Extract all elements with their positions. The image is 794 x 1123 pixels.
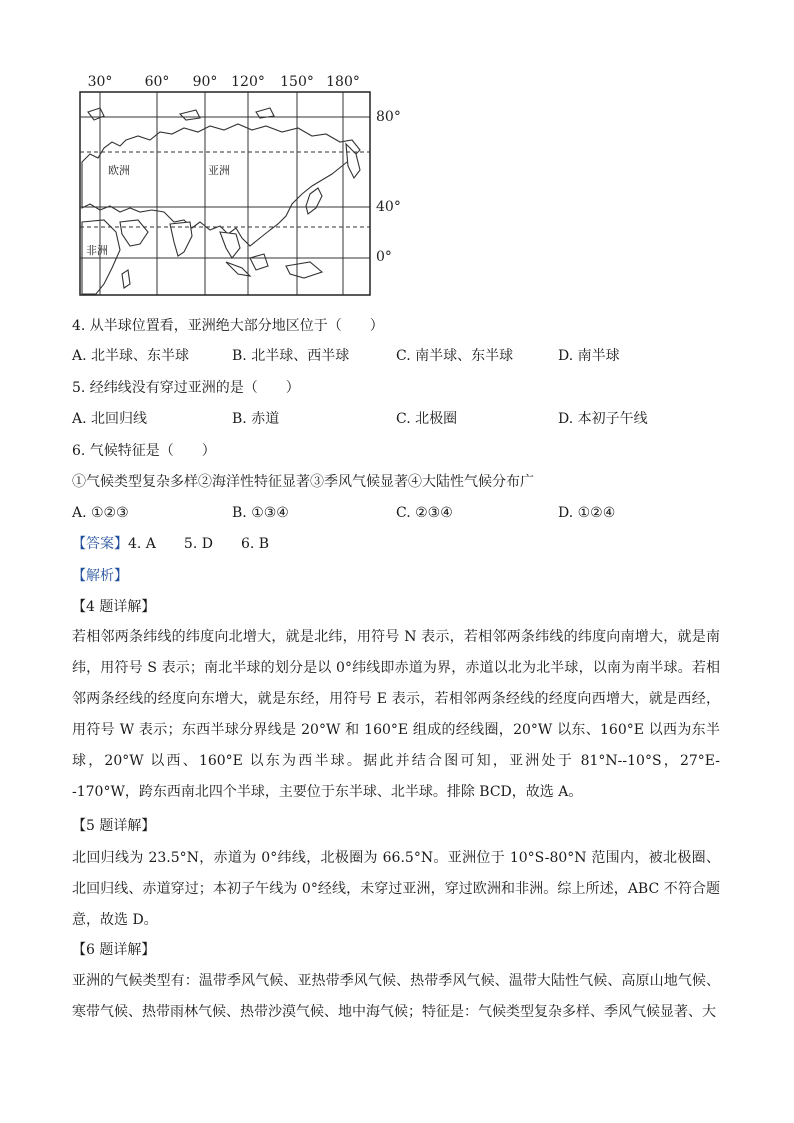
q4-option-a: A. 北半球、东半球	[72, 348, 190, 364]
detail-4-text: 若相邻两条纬线的纬度向北增大，就是北纬，用符号 N 表示，若相邻两条纬线的纬度向南增大，就是南纬，用符号 S 表示；南北半球的划分是以 0°纬线即赤道为界，赤道以北为北半球，以南为南半球。若相邻两条经线的经度向东增大，就是东经，用符号 E 表示，若相邻两条经线的经度向西增大，就是西经，用符号 W 表示；东西半球分界线是 20°W 和 160°E 组成的经线圈，20°W 以东、160°E 以西为东半球，20°W 以西、160°E 以东为西半球。据此并结合图可知，亚洲处于 81°N--10°S，27°E--170°W，跨东西南北四个半球，主要位于东半球、北半球。排除 BCD，故选 A。	[72, 629, 720, 800]
detail-5-text: 北回归线为 23.5°N，赤道为 0°纬线，北极圈为 66.5°N。亚洲位于 10°S-80°N 范围内，被北极圈、北回归线、赤道穿过；本初子午线为 0°经线，未穿过亚洲，穿过欧洲和非洲。综上所述，ABC 不符合题意，故选 D。	[72, 850, 720, 928]
q4-stem: 4. 从半球位置看，亚洲绝大部分地区位于（ ）	[72, 318, 384, 334]
detail-4-heading: 【4 题详解】	[72, 599, 156, 615]
asia-map-figure	[60, 62, 420, 307]
lat-label-40: 40°	[376, 199, 401, 215]
madagascar-coast	[122, 270, 130, 288]
lon-label-150: 150°	[280, 74, 314, 90]
answer-tag: 【答案】	[72, 536, 128, 552]
q5-option-c: C. 北极圈	[396, 411, 458, 427]
detail-6-heading: 【6 题详解】	[72, 942, 156, 958]
q5-option-b: B. 赤道	[232, 411, 280, 427]
lon-label-30: 30°	[87, 74, 113, 90]
lat-label-80: 80°	[376, 109, 401, 125]
detail-5-heading: 【5 题详解】	[72, 818, 156, 834]
answer-line	[72, 534, 269, 554]
q5-stem: 5. 经纬线没有穿过亚洲的是（ ）	[72, 380, 300, 396]
lat-label-0: 0°	[376, 249, 392, 265]
q6-option-a: A. ①②③	[72, 505, 129, 521]
q5-option-a: A. 北回归线	[72, 411, 148, 427]
analysis-tag: 【解析】	[72, 568, 128, 584]
lon-label-120: 120°	[231, 74, 265, 90]
q6-option-d: D. ①②④	[558, 505, 616, 521]
lon-label-90: 90°	[192, 74, 218, 90]
q4-option-b: B. 北半球、西半球	[232, 348, 350, 364]
detail-6-text: 亚洲的气候类型有：温带季风气候、亚热带季风气候、热带季风气候、温带大陆性气候、高原山地气候、寒带气候、热带雨林气候、热带沙漠气候、地中海气候；特征是：气候类型复杂多样、季风气候显著、大	[72, 973, 720, 1020]
label-europe: 欧洲	[108, 164, 130, 177]
label-asia: 亚洲	[208, 164, 230, 177]
q4-option-d: D. 南半球	[558, 348, 620, 364]
answer-text: 4. A 5. D 6. B	[128, 536, 270, 552]
q4-option-c: C. 南半球、东半球	[396, 348, 514, 364]
q6-option-b: B. ①③④	[232, 505, 289, 521]
q6-statements: ①气候类型复杂多样②海洋性特征显著③季风气候显著④大陆性气候分布广	[72, 474, 534, 490]
lon-label-60: 60°	[144, 74, 170, 90]
label-africa: 非洲	[86, 244, 108, 257]
q6-option-c: C. ②③④	[396, 505, 453, 521]
lon-label-180: 180°	[326, 74, 360, 90]
q6-stem: 6. 气候特征是（ ）	[72, 443, 216, 459]
q5-option-d: D. 本初子午线	[558, 411, 648, 427]
